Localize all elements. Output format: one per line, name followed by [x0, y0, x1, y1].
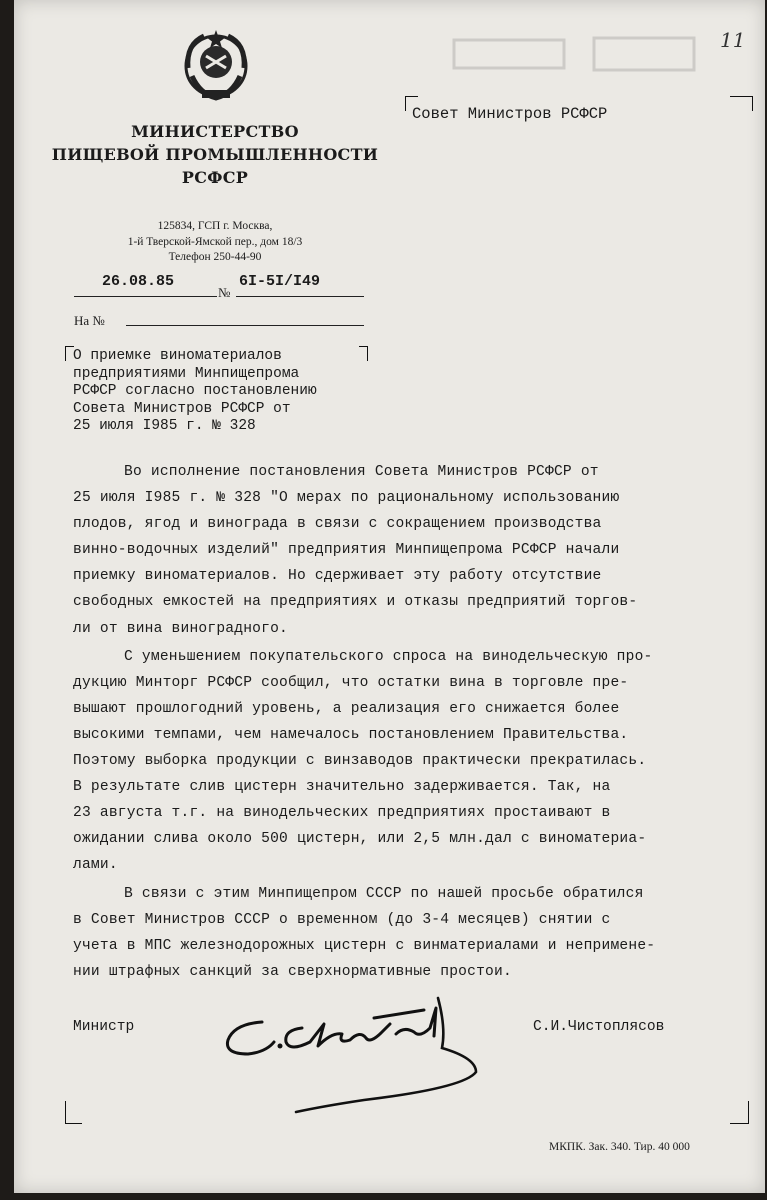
date-underline — [74, 296, 217, 297]
text-line: Поэтому выборка продукции с винзаводов практически прекратилась. — [73, 753, 647, 770]
text-line: Во исполнение постановления Совета Министров РСФСР от — [124, 464, 599, 480]
text-line: приемку виноматериалов. Но сдерживает эту работу отсутствие — [73, 568, 602, 585]
text-line: вышают прошлогодний уровень, а реализация его снижается более — [73, 700, 620, 717]
subject-line: 25 июля I985 г. № 328 — [73, 418, 256, 434]
document-page — [14, 0, 765, 1193]
signer-role: Министр — [73, 1019, 135, 1035]
printer-mark: МКПК. Зак. 340. Тир. 40 000 — [549, 1141, 690, 1153]
subject-line: предприятиями Минпищепрома — [73, 365, 300, 382]
address-line: 1-й Тверской-Ямской пер., дом 18/3 — [127, 235, 303, 248]
address-line: 125834, ГСП г. Москва, — [157, 220, 273, 232]
reply-reference-line — [126, 325, 364, 326]
text-line: ли от вина виноградного. — [73, 620, 288, 637]
text-line: лами. — [73, 857, 118, 874]
text-line: винно-водочных изделий" предприятия Минпищепрома РСФСР начали — [73, 542, 620, 559]
ministry-name — [50, 120, 380, 189]
addressee-corner-top-right — [730, 96, 753, 111]
subject-corner-top-right — [359, 346, 368, 361]
ministry-line: РСФСР — [181, 168, 249, 187]
ministry-line: ПИЩЕВОЙ ПРОМЫШЛЕННОСТИ — [51, 145, 379, 164]
ministry-line: МИНИСТЕРСТВО — [131, 122, 299, 141]
text-line: дукцию Минторг РСФСР сообщил, что остатки вина в торговле пре- — [73, 674, 629, 691]
addressee: Совет Министров РСФСР — [412, 105, 608, 123]
text-line: 25 июля I985 г. № 328 "О мерах по рациональному использованию — [73, 490, 620, 507]
text-line: учета в МПС железнодорожных цистерн с винматериалами и непримене- — [73, 937, 656, 954]
paragraph-2 — [73, 644, 753, 879]
document-number: 6I-5I/I49 — [239, 273, 321, 290]
paragraph-1 — [73, 459, 753, 642]
document-date: 26.08.85 — [102, 273, 175, 290]
state-emblem-icon — [180, 28, 252, 106]
paragraph-3 — [73, 881, 753, 985]
text-line: В результате слив цистерн значительно задерживается. Так, на — [73, 779, 611, 796]
text-line: 23 августа т.г. на винодельческих предприятиях простаивают в — [73, 805, 611, 822]
subject-line: О приемке виноматериалов — [73, 348, 282, 364]
text-line: В связи с этим Минпищепром СССР по нашей просьбе обратился — [124, 885, 644, 902]
ministry-address — [50, 219, 380, 266]
text-line: в Совет Министров СССР о временном (до 3-4 месяцев) снятии с — [73, 911, 611, 928]
text-line: С уменьшением покупательского спроса на винодельческую про- — [124, 648, 653, 665]
text-line: нии штрафных санкций за сверхнормативные простои. — [73, 963, 512, 980]
text-line: плодов, ягод и винограда в связи с сокращением производства — [73, 516, 602, 533]
signer-name: С.И.Чистоплясов — [533, 1019, 665, 1035]
faded-stamp-mark — [444, 20, 704, 90]
subject-line: Совета Министров РСФСР от — [73, 400, 291, 417]
subject-block — [73, 348, 317, 436]
page-number: 11 — [720, 28, 746, 52]
bottom-corner-left — [65, 1101, 82, 1124]
text-line: свободных емкостей на предприятиях и отказы предприятий торгов- — [73, 594, 638, 611]
subject-line: РСФСР согласно постановлению — [73, 383, 317, 399]
number-label: № — [218, 285, 231, 300]
address-line: Телефон 250-44-90 — [168, 251, 262, 263]
number-underline — [236, 296, 364, 297]
letter-body — [73, 459, 753, 987]
bottom-corner-right — [730, 1101, 749, 1124]
text-line: ожидании слива около 500 цистерн, или 2,5 млн.дал с виноматериа- — [73, 831, 647, 848]
reply-reference-label: На № — [74, 313, 105, 328]
text-line: высокими темпами, чем намечалось постановлением Правительства. — [73, 726, 629, 743]
handwritten-signature — [214, 988, 504, 1118]
